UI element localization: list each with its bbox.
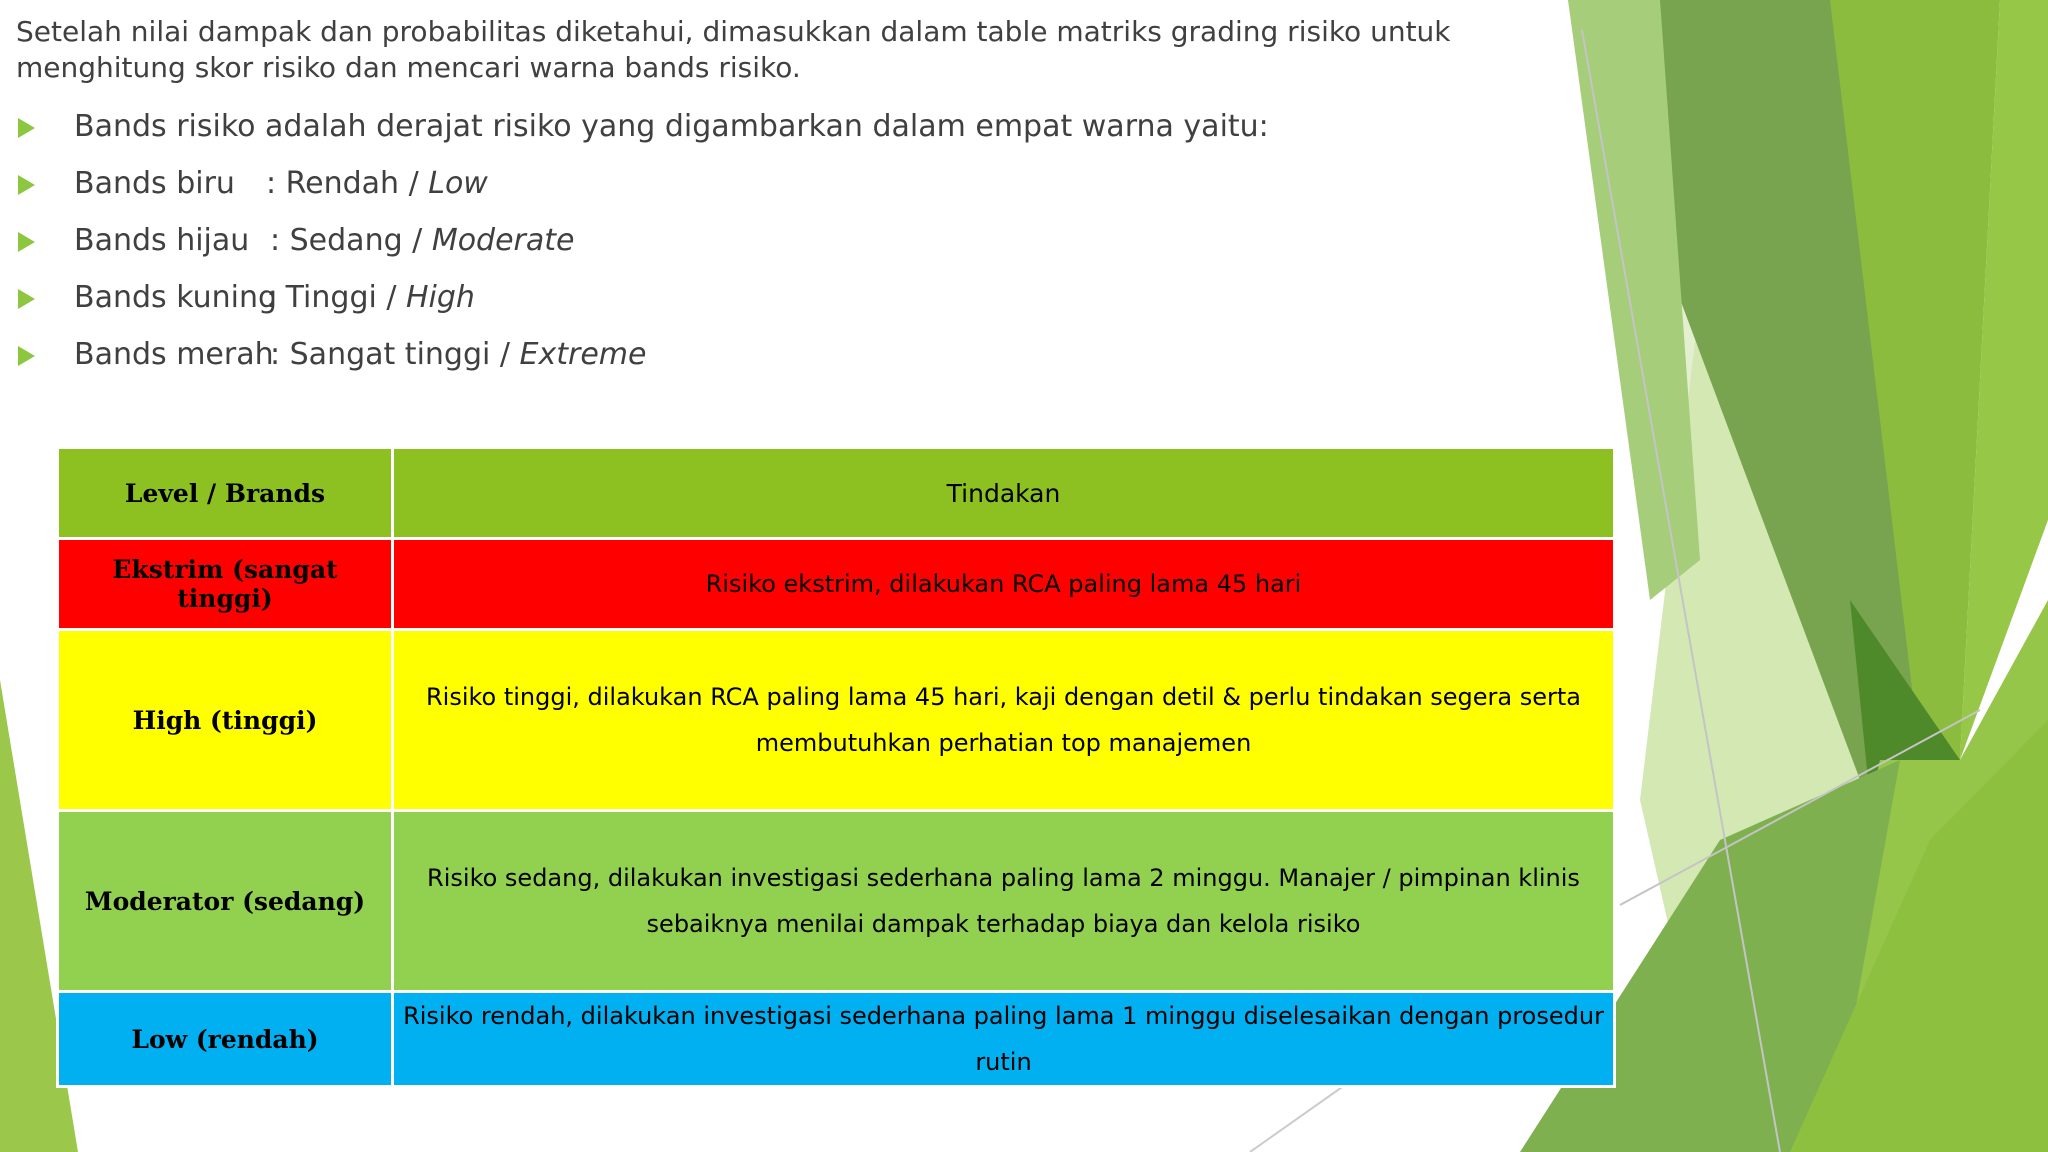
level-cell: Ekstrim (sangat tinggi) — [58, 539, 393, 630]
bullet-item-bands-biru — [18, 161, 488, 218]
band-label: Bands kuning — [74, 280, 278, 315]
bullet-text — [74, 332, 646, 378]
table-row-extreme — [58, 539, 1615, 630]
band-value: : Rendah / — [266, 166, 429, 201]
action-cell: Risiko ekstrim, dilakukan RCA paling lama 45 hari — [393, 539, 1615, 630]
band-value: : Tinggi / — [266, 280, 406, 315]
bullet-arrow-icon — [18, 118, 35, 138]
table-header-row — [58, 448, 1615, 539]
bullet-arrow-icon — [18, 175, 35, 195]
bullet-text — [74, 218, 575, 264]
bullet-arrow-icon — [18, 346, 35, 366]
band-value: : Sedang / — [270, 223, 432, 258]
action-cell: Risiko tinggi, dilakukan RCA paling lama 45 hari, kaji dengan detil & perlu tindakan segera serta membutuhkan perhatian top manajemen — [393, 630, 1615, 811]
level-cell: Moderator (sedang) — [58, 811, 393, 992]
bullet-item-bands-hijau — [18, 218, 575, 275]
bullet-text: Bands risiko adalah derajat risiko yang digambarkan dalam empat warna yaitu: — [74, 109, 1269, 144]
header-level: Level / Brands — [58, 448, 393, 539]
band-value: : Sangat tinggi / — [270, 337, 520, 372]
band-english: High — [406, 280, 475, 315]
band-label: Bands biru — [74, 166, 235, 201]
band-english: Moderate — [431, 223, 575, 258]
bullet-item-bands-merah — [18, 332, 647, 389]
bullet-arrow-icon — [18, 289, 35, 309]
risk-band-table — [56, 446, 1616, 1088]
bullet-arrow-icon — [18, 232, 35, 252]
intro-paragraph: Setelah nilai dampak dan probabilitas diketahui, dimasukkan dalam table matriks grading risiko untuk menghitung skor risiko dan mencari warna bands risiko. — [16, 15, 1451, 84]
bullet-list — [18, 104, 1269, 389]
band-label: Bands hijau — [74, 223, 250, 258]
level-cell: Low (rendah) — [58, 992, 393, 1087]
action-cell: Risiko rendah, dilakukan investigasi sederhana paling lama 1 minggu diselesaikan dengan prosedur rutin — [393, 992, 1615, 1087]
table-row-high — [58, 630, 1615, 811]
band-english: Extreme — [519, 337, 647, 372]
bullet-item-bands-kuning — [18, 275, 475, 332]
bullet-text — [74, 161, 488, 207]
bullet-text — [74, 275, 475, 321]
action-cell: Risiko sedang, dilakukan investigasi sederhana paling lama 2 minggu. Manajer / pimpinan klinis sebaiknya menilai dampak terhadap biaya dan kelola risiko — [393, 811, 1615, 992]
table-row-low — [58, 992, 1615, 1087]
header-action: Tindakan — [393, 448, 1615, 539]
level-cell: High (tinggi) — [58, 630, 393, 811]
band-label: Bands merah — [74, 337, 274, 372]
band-english: Low — [428, 166, 488, 201]
bg-line-3 — [1250, 1085, 1345, 1152]
bullet-item-bands-intro — [18, 104, 1269, 161]
table-row-moderate — [58, 811, 1615, 992]
